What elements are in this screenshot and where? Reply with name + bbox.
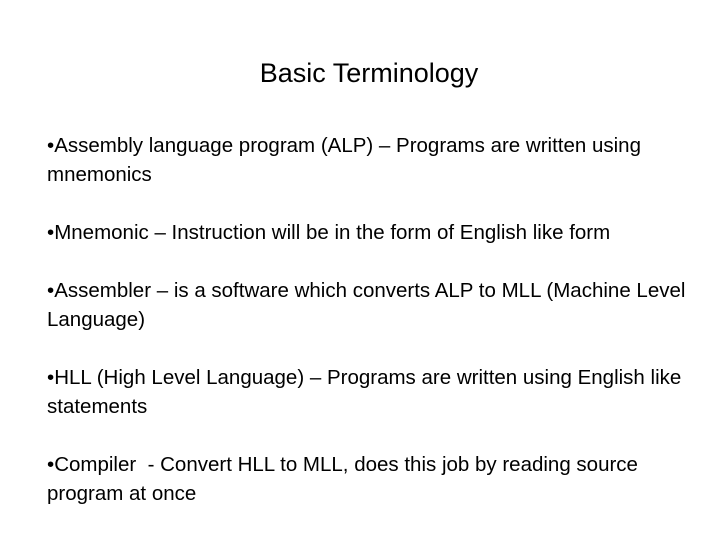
bullet-item-assembler: [47, 276, 697, 334]
bullet-dot-icon: •: [47, 453, 55, 476]
bullet-text: Compiler - Convert HLL to MLL, does this job by reading source program at once: [47, 453, 644, 505]
bullet-item-alp: [47, 131, 697, 189]
bullet-list: [47, 131, 697, 508]
bullet-item-compiler: [47, 450, 697, 508]
bullet-dot-icon: •: [47, 134, 55, 157]
bullet-text: Assembly language program (ALP) – Programs are written using mnemonics: [47, 134, 641, 186]
bullet-text: HLL (High Level Language) – Programs are written using English like statements: [47, 366, 682, 418]
bullet-text: Mnemonic – Instruction will be in the form of English like form: [54, 221, 611, 244]
bullet-item-mnemonic: [47, 218, 697, 247]
slide-title: Basic Terminology: [259, 58, 479, 88]
bullet-dot-icon: •: [47, 366, 55, 389]
bullet-dot-icon: •: [47, 221, 55, 244]
bullet-text: Assembler – is a software which converts ALP to MLL (Machine Level Language): [47, 279, 686, 331]
bullet-item-hll: [47, 363, 697, 421]
bullet-dot-icon: •: [47, 279, 55, 302]
